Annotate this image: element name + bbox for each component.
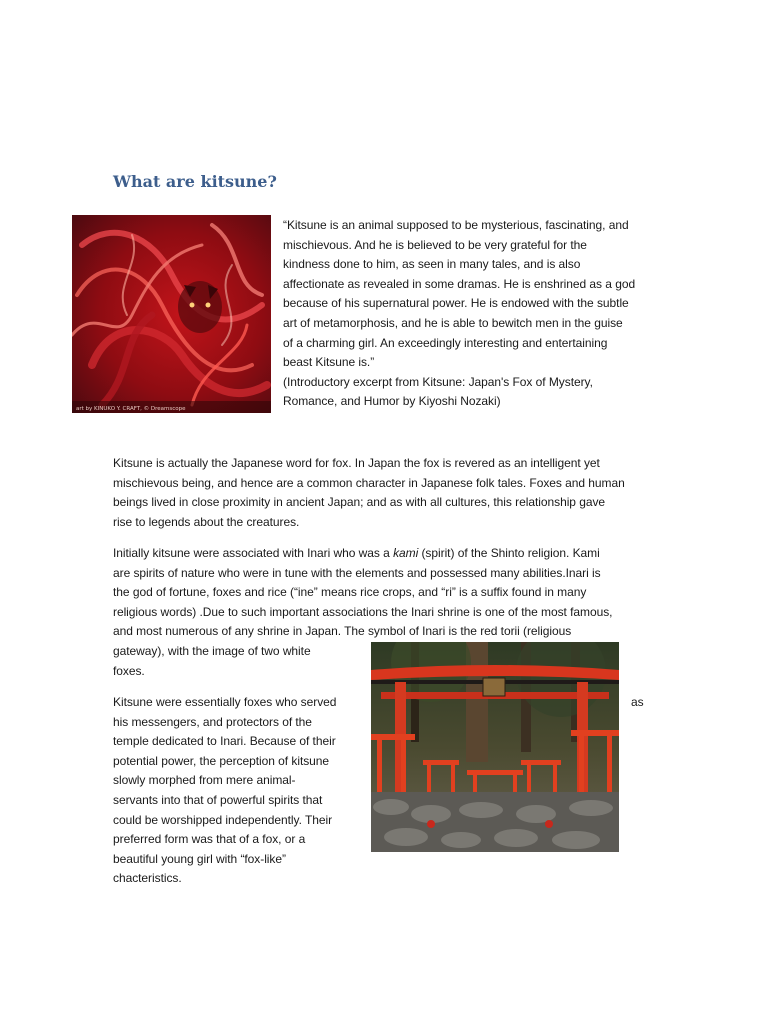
text-line: rise to legends about the creatures. (113, 514, 300, 529)
text-line: preferred form was that of a fox, or a (113, 832, 306, 847)
text-line: mischievous being, and hence are a common character in Japanese folk tales. Foxes and human (113, 475, 625, 490)
text-line: the god of fortune, foxes and rice (“ine” means rice crops, and “ri” is a suffix found in many (113, 585, 587, 600)
text-line: potential power, the perception of kitsune (113, 753, 330, 768)
text-line: are spirits of nature who were in tune with the elements and possessed many abilities.Inari is (113, 565, 601, 580)
text-line: religious words) .Due to such important associations the Inari shrine is one of the most famous, (113, 604, 613, 619)
text-line: slowly morphed from mere animal- (113, 773, 296, 788)
text-line: Kitsune is actually the Japanese word for fox. In Japan the fox is revered as an intelligent yet (113, 456, 600, 470)
text-line: could be worshipped independently. Their (113, 812, 333, 827)
torii-gate-icon (371, 642, 619, 852)
paragraph-kitsune-meaning (113, 454, 673, 532)
quote-citation: (Introductory excerpt from Kitsune: Japan's Fox of Mystery, (283, 374, 593, 389)
text-line: servants into that of powerful spirits that (113, 792, 323, 807)
quote-line: because of his supernatural power. He is endowed with the subtle (283, 296, 629, 311)
text-line: gateway), with the image of two white (113, 643, 311, 658)
quote-line: mischievous. And he is believed to be very grateful for the (283, 237, 587, 252)
text-line: Initially kitsune were associated with Inari who was a kami (spirit) of the Shinto religion. Kami (113, 546, 600, 560)
torii-shrine-photo (371, 642, 619, 852)
quote-line: “Kitsune is an animal supposed to be mysterious, fascinating, and (283, 218, 629, 232)
red-fox-icon (72, 215, 271, 413)
quote-line: affectionate as revealed in some dramas. He is enshrined as a god (283, 276, 636, 291)
text-line: beautiful young girl with “fox-like” (113, 851, 286, 866)
text-line: foxes. (113, 663, 145, 678)
intro-quote (283, 216, 683, 412)
text-line: Kitsune were essentially foxes who served (113, 695, 337, 709)
quote-line: beast Kitsune is.” (283, 355, 375, 370)
text-line: beings lived in close proximity in ancient Japan; and as with all cultures, this relationship gave (113, 495, 606, 510)
quote-line: of a charming girl. An exceedingly interesting and entertaining (283, 335, 608, 350)
kami-term: kami (393, 546, 419, 560)
quote-citation: Romance, and Humor by Kiyoshi Nozaki) (283, 394, 501, 409)
quote-line: art of metamorphosis, and he is able to bewitch men in the guise (283, 315, 623, 330)
paragraph-messengers (113, 693, 363, 889)
text-line: his messengers, and protectors of the (113, 714, 312, 729)
page-title: What are kitsune? (113, 172, 277, 191)
fox-painting-image (72, 215, 271, 413)
text-line: chacteristics. (113, 871, 182, 886)
quote-line: kindness done to him, as seen in many tales, and is also (283, 257, 581, 272)
image-credit: art by KINUKO Y. CRAFT, © Dreamscope (76, 406, 186, 412)
text-line: and most numerous of any shrine in Japan. The symbol of Inari is the red torii (religious (113, 624, 572, 639)
paragraph-messengers-line-end: as (631, 695, 644, 709)
text-line: temple dedicated to Inari. Because of their (113, 734, 336, 749)
